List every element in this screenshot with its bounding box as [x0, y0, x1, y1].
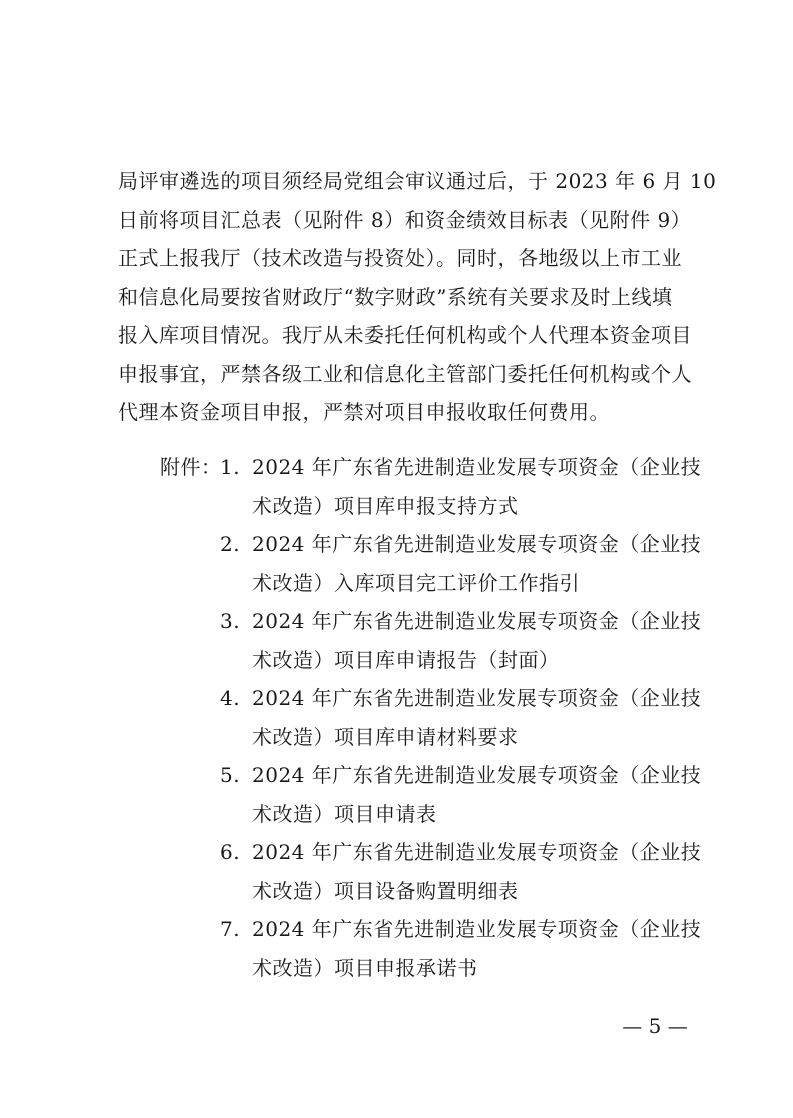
attachment-title: 2024 年广东省先进制造业发展专项资金（企业技 [252, 455, 702, 479]
page-number: — 5 — [622, 1014, 688, 1038]
attachment-prefix: 附件： [160, 455, 222, 479]
attachment-item [0, 602, 793, 641]
attachment-title-cont: 术改造）项目库申请报告（封面） [252, 647, 560, 672]
paragraph-line: 代理本资金项目申报，严禁对项目申报收取任何费用。 [118, 400, 610, 424]
attachment-number: 6. [220, 840, 241, 864]
attachment-item [0, 910, 793, 949]
attachment-title: 2024 年广东省先进制造业发展专项资金（企业技 [252, 917, 702, 941]
attachment-item-continuation [0, 949, 793, 988]
body-paragraph [118, 162, 717, 432]
paragraph-line: 日前将项目汇总表（见附件 8）和资金绩效目标表（见附件 9） [118, 207, 692, 232]
attachment-item [0, 525, 793, 564]
attachment-item [0, 833, 793, 872]
attachment-item [0, 756, 793, 795]
attachment-item-continuation [0, 872, 793, 911]
attachment-title-cont: 术改造）项目库申请材料要求 [252, 724, 519, 749]
attachment-list [0, 448, 793, 987]
attachment-title: 2024 年广东省先进制造业发展专项资金（企业技 [252, 840, 702, 864]
paragraph-line: 申报事宜，严禁各级工业和信息化主管部门委托任何机构或个人 [118, 361, 692, 386]
attachment-title: 2024 年广东省先进制造业发展专项资金（企业技 [252, 763, 702, 787]
attachment-item-continuation [0, 487, 793, 526]
attachment-item [0, 679, 793, 718]
attachment-title: 2024 年广东省先进制造业发展专项资金（企业技 [252, 609, 702, 633]
attachment-number: 4. [220, 686, 241, 710]
attachment-title-cont: 术改造）项目申报承诺书 [252, 955, 478, 980]
attachment-title-cont: 术改造）入库项目完工评价工作指引 [252, 570, 580, 595]
attachment-number: 2. [220, 532, 241, 556]
attachment-title-cont: 术改造）项目申请表 [252, 801, 437, 826]
attachment-item-continuation [0, 795, 793, 834]
attachment-title: 2024 年广东省先进制造业发展专项资金（企业技 [252, 532, 702, 556]
paragraph-line: 正式上报我厅（技术改造与投资处）。同时，各地级以上市工业 [118, 246, 682, 270]
attachment-number: 5. [220, 763, 241, 787]
paragraph-line: 和信息化局要按省财政厅“数字财政”系统有关要求及时上线填 [118, 284, 673, 309]
attachment-number: 3. [220, 609, 241, 633]
attachment-item-continuation [0, 718, 793, 757]
attachment-item-continuation [0, 564, 793, 603]
attachment-item-continuation [0, 641, 793, 680]
attachment-item [0, 448, 793, 487]
attachment-number: 1. [220, 455, 241, 479]
paragraph-line: 报入库项目情况。我厅从未委托任何机构或个人代理本资金项目 [118, 323, 692, 347]
attachment-number: 7. [220, 917, 241, 941]
attachment-title-cont: 术改造）项目设备购置明细表 [252, 878, 519, 903]
attachment-title: 2024 年广东省先进制造业发展专项资金（企业技 [252, 686, 702, 710]
paragraph-line: 局评审遴选的项目须经局党组会审议通过后，于 2023 年 6 月 10 [118, 169, 717, 193]
attachment-title-cont: 术改造）项目库申报支持方式 [252, 493, 519, 518]
